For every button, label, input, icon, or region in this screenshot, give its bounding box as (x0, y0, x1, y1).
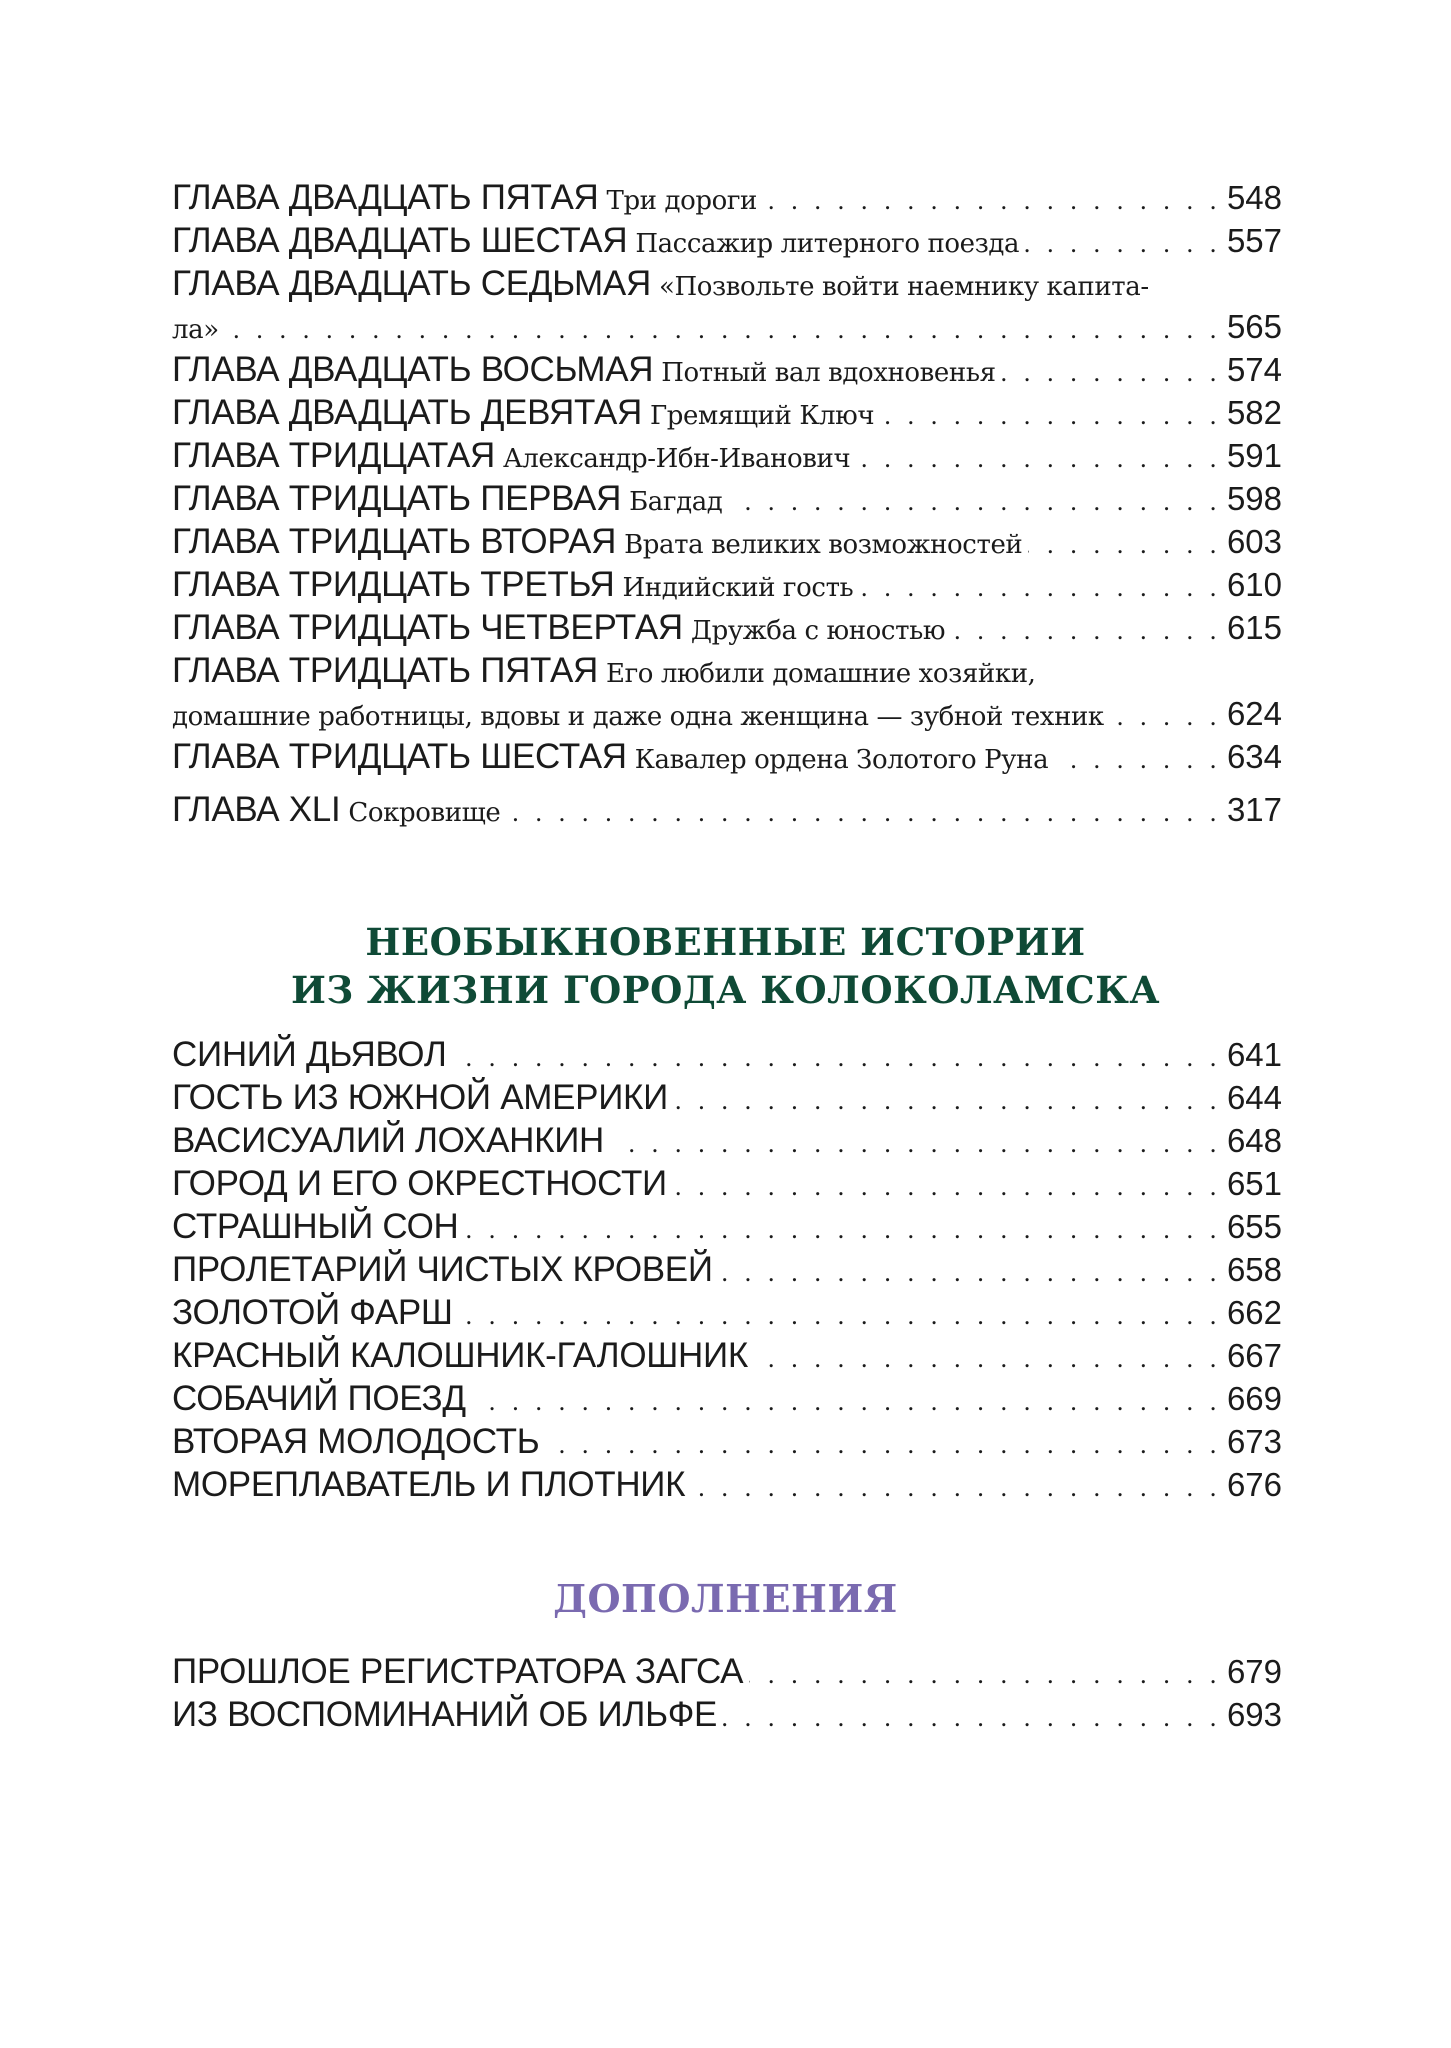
leader-dots (1002, 352, 1221, 395)
leader-dots (472, 1381, 1221, 1424)
toc-entry-story[interactable] (172, 1463, 1282, 1506)
chapter-title: «Позвольте войти наемнику капита- (658, 272, 1149, 302)
leader-dots (506, 792, 1221, 835)
page-number: 662 (1226, 1294, 1282, 1331)
toc-entry-chapter-32[interactable] (172, 520, 1282, 563)
leader-dots (459, 1295, 1221, 1338)
leader-dots (1028, 524, 1221, 567)
toc-entry-supplement[interactable] (172, 1650, 1282, 1693)
story-title: КРАСНЫЙ КАЛОШНИК-ГАЛОШНИК (172, 1336, 748, 1375)
toc-entry-chapter-36[interactable] (172, 735, 1282, 778)
chapter-title: Три дороги (606, 186, 757, 216)
heading-line-1: НЕОБЫКНОВЕННЫЕ ИСТОРИИ (365, 920, 1086, 964)
chapter-label: ГЛАВА ТРИДЦАТЬ ТРЕТЬЯ (172, 565, 615, 604)
page-number: 648 (1226, 1122, 1282, 1159)
toc-entry-chapter-25[interactable] (172, 176, 1282, 219)
chapter-title: Пассажир литерного поезда (635, 229, 1020, 259)
chapter-label: ГЛАВА ТРИДЦАТЬ ВТОРАЯ (172, 522, 617, 561)
leader-dots (951, 610, 1221, 653)
kolokolamsk-toc (172, 1033, 1282, 1506)
chapter-label: ГЛАВА ДВАДЦАТЬ ВОСЬМАЯ (172, 350, 654, 389)
story-title: ГОСТЬ ИЗ ЮЖНОЙ АМЕРИКИ (172, 1078, 668, 1117)
toc-entry-supplement[interactable] (172, 1693, 1282, 1736)
page-number: 655 (1226, 1208, 1282, 1245)
chapter-label: ГЛАВА ТРИДЦАТЬ ШЕСТАЯ (172, 737, 627, 776)
toc-entry-story[interactable] (172, 1076, 1282, 1119)
toc-entry-chapter-27[interactable] (172, 262, 1282, 305)
toc-entry-chapter-34[interactable] (172, 606, 1282, 649)
page-number: 317 (1226, 791, 1282, 828)
page-number: 667 (1226, 1337, 1282, 1374)
toc-entry-story[interactable] (172, 1334, 1282, 1377)
story-title: СИНИЙ ДЬЯВОЛ (172, 1035, 447, 1074)
page-number: 548 (1226, 179, 1282, 216)
chapter-title: Сокровище (348, 798, 501, 828)
toc-entry-story[interactable] (172, 1291, 1282, 1334)
page-number: 693 (1226, 1696, 1282, 1733)
page-number: 603 (1226, 523, 1282, 560)
page-number: 634 (1226, 738, 1282, 775)
leader-dots (880, 395, 1221, 438)
toc-entry-story[interactable] (172, 1033, 1282, 1076)
chapter-label: ГЛАВА ТРИДЦАТЬ ЧЕТВЕРТАЯ (172, 608, 683, 647)
story-title: ПРОЛЕТАРИЙ ЧИСТЫХ КРОВЕЙ (172, 1250, 713, 1289)
page-number: 591 (1226, 437, 1282, 474)
toc-entry-chapter-35[interactable] (172, 649, 1282, 692)
story-title: СТРАШНЫЙ СОН (172, 1207, 459, 1246)
toc-entry-story[interactable] (172, 1205, 1282, 1248)
chapter-title: Багдад (629, 487, 723, 517)
leader-dots (856, 438, 1221, 481)
leader-dots (674, 1080, 1221, 1123)
chapter-title: Его любили домашние хозяйки, (605, 659, 1036, 689)
page-number: 557 (1226, 222, 1282, 259)
page-number: 676 (1226, 1466, 1282, 1503)
story-title: СОБАЧИЙ ПОЕЗД (172, 1379, 466, 1418)
page-number: 651 (1226, 1165, 1282, 1202)
leader-dots (859, 567, 1221, 610)
chapter-title-continuation: домашние работницы, вдовы и даже одна женщина — зубной техник (172, 702, 1104, 732)
heading-line-2: ИЗ ЖИЗНИ ГОРОДА КОЛОКОЛАМСКА (290, 968, 1161, 1012)
chapters-toc (172, 176, 1282, 831)
chapter-title-continuation: ла» (172, 315, 219, 345)
chapter-label: ГЛАВА ДВАДЦАТЬ ШЕСТАЯ (172, 221, 628, 260)
toc-entry-story[interactable] (172, 1420, 1282, 1463)
leader-dots (723, 1697, 1221, 1740)
toc-entry-chapter-35-continued[interactable] (172, 692, 1282, 735)
chapter-title: Гремящий Ключ (649, 401, 875, 431)
leader-dots (763, 180, 1221, 223)
toc-entry-chapter-33[interactable] (172, 563, 1282, 606)
page-number: 565 (1226, 308, 1282, 345)
toc-entry-story[interactable] (172, 1119, 1282, 1162)
page-number: 669 (1226, 1380, 1282, 1417)
toc-entry-chapter-31[interactable] (172, 477, 1282, 520)
toc-entry-story[interactable] (172, 1162, 1282, 1205)
page-number: 679 (1226, 1653, 1282, 1690)
chapter-title: Врата великих возможностей (624, 530, 1023, 560)
leader-dots (464, 1209, 1220, 1252)
story-title: МОРЕПЛАВАТЕЛЬ И ПЛОТНИК (172, 1465, 686, 1504)
section-heading-supplements: ДОПОЛНЕНИЯ (553, 1576, 898, 1621)
chapter-label: ГЛАВА XLI (172, 790, 341, 829)
toc-entry-chapter-27-continued[interactable] (172, 305, 1282, 348)
story-title: ВАСИСУАЛИЙ ЛОХАНКИН (172, 1121, 605, 1160)
page-number: 624 (1226, 695, 1282, 732)
leader-dots (610, 1123, 1221, 1166)
leader-dots (1054, 739, 1221, 782)
page-number: 673 (1226, 1423, 1282, 1460)
leader-dots (754, 1338, 1221, 1381)
leader-dots (728, 481, 1221, 524)
toc-entry-chapter-26[interactable] (172, 219, 1282, 262)
toc-entry-chapter-29[interactable] (172, 391, 1282, 434)
leader-dots (691, 1467, 1221, 1510)
page-number: 641 (1226, 1036, 1282, 1073)
chapter-label: ГЛАВА ТРИДЦАТАЯ (172, 436, 495, 475)
supplement-title: ПРОШЛОЕ РЕГИСТРАТОРА ЗАГСА (172, 1652, 744, 1691)
chapter-title: Александр-Ибн-Иванович (502, 444, 851, 474)
leader-dots (673, 1166, 1221, 1209)
toc-entry-chapter-xli[interactable] (172, 788, 1282, 831)
supplement-title: ИЗ ВОСПОМИНАНИЙ ОБ ИЛЬФЕ (172, 1695, 718, 1734)
leader-dots (453, 1037, 1221, 1080)
chapter-label: ГЛАВА ДВАДЦАТЬ ДЕВЯТАЯ (172, 393, 642, 432)
chapter-title: Индийский гость (622, 573, 854, 603)
leader-dots (719, 1252, 1221, 1295)
leader-dots (1025, 223, 1221, 266)
page-number: 615 (1226, 609, 1282, 646)
chapter-title: Кавалер ордена Золотого Руна (634, 745, 1049, 775)
chapter-label: ГЛАВА ДВАДЦАТЬ СЕДЬМАЯ (172, 264, 651, 303)
chapter-title: Потный вал вдохновенья (661, 358, 996, 388)
page-number: 582 (1226, 394, 1282, 431)
leader-dots (1110, 696, 1221, 739)
leader-dots (225, 309, 1221, 352)
toc-entry-chapter-30[interactable] (172, 434, 1282, 477)
page-number: 610 (1226, 566, 1282, 603)
page-number: 574 (1226, 351, 1282, 388)
toc-entry-story[interactable] (172, 1248, 1282, 1291)
chapter-label: ГЛАВА ТРИДЦАТЬ ПЯТАЯ (172, 651, 598, 690)
leader-dots (545, 1424, 1221, 1467)
toc-entry-chapter-28[interactable] (172, 348, 1282, 391)
story-title: ГОРОД И ЕГО ОКРЕСТНОСТИ (172, 1164, 667, 1203)
story-title: ЗОЛОТОЙ ФАРШ (172, 1293, 453, 1332)
section-heading-kolokolamsk (0, 918, 1451, 1014)
page-number: 598 (1226, 480, 1282, 517)
chapter-label: ГЛАВА ТРИДЦАТЬ ПЕРВАЯ (172, 479, 622, 518)
toc-entry-story[interactable] (172, 1377, 1282, 1420)
supplements-toc (172, 1650, 1282, 1736)
chapter-label: ГЛАВА ДВАДЦАТЬ ПЯТАЯ (172, 178, 599, 217)
page-number: 658 (1226, 1251, 1282, 1288)
chapter-title: Дружба с юностью (690, 616, 946, 646)
story-title: ВТОРАЯ МОЛОДОСТЬ (172, 1422, 540, 1461)
leader-dots (749, 1654, 1221, 1697)
page-number: 644 (1226, 1079, 1282, 1116)
